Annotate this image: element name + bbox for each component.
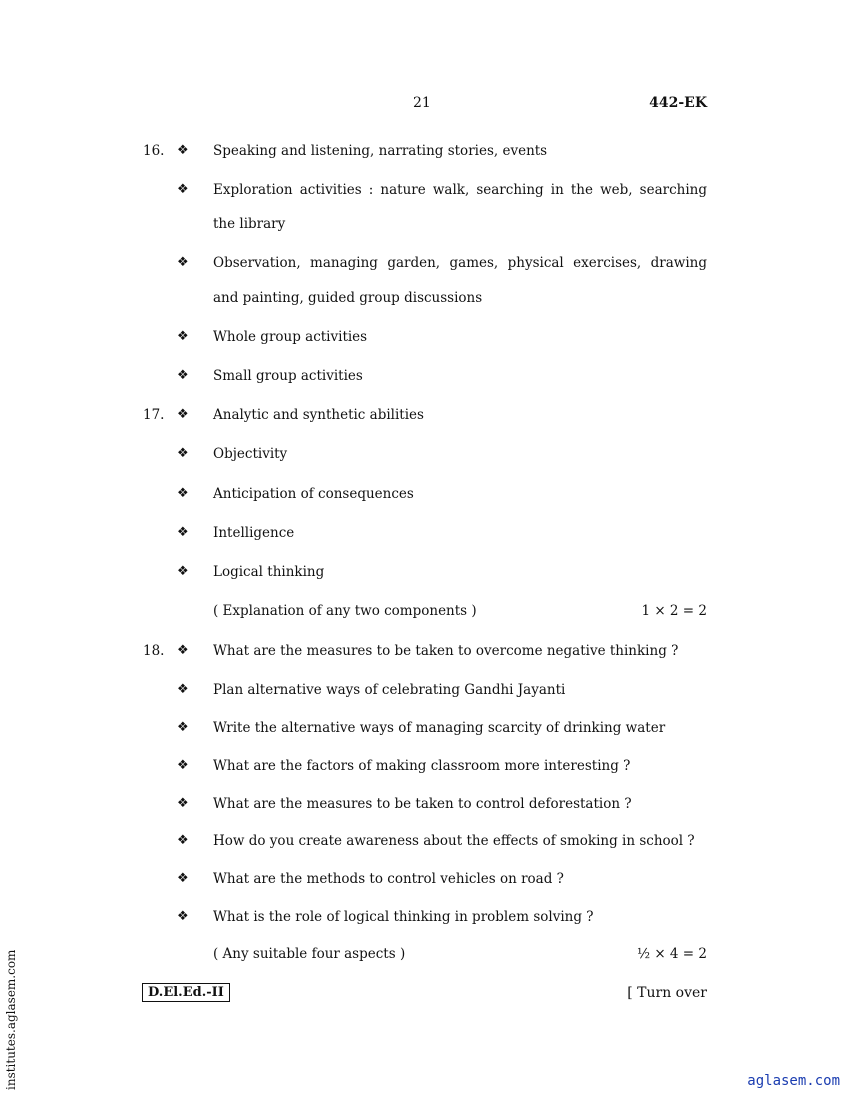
answer-18-item-6 [0,833,850,853]
bullet-icon: ❖ [177,255,189,270]
answer-17-item-5 [0,564,850,584]
answer-18-item-7 [0,871,850,891]
answer-18-marking [0,946,850,966]
answer-18-item-1 [0,643,850,663]
answer-text: Write the alternative ways of managing scarcity of drinking water [213,720,666,736]
answer-17-item-4 [0,525,850,545]
bullet-icon: ❖ [177,182,189,197]
answer-17-item-3 [0,486,850,506]
bullet-icon: ❖ [177,796,189,811]
answer-text: How do you create awareness about the effects of smoking in school ? [213,833,695,849]
answer-16-item-3-cont [0,290,850,310]
bullet-icon: ❖ [177,564,189,579]
question-number: 18. [143,643,165,659]
turn-over-note: [ Turn over [627,985,707,1001]
bullet-icon: ❖ [177,682,189,697]
side-watermark: institutes.aglasem.com [4,949,18,1090]
answer-text: What are the measures to be taken to control deforestation ? [213,796,632,812]
answer-text: Analytic and synthetic abilities [213,407,424,423]
marking-note: ( Explanation of any two components ) [213,603,477,619]
answer-18-item-5 [0,796,850,816]
answer-text: the library [213,216,286,232]
answer-text: Small group activities [213,368,363,384]
answer-text: Speaking and listening, narrating stories, events [213,143,548,159]
bullet-icon: ❖ [177,643,189,658]
bullet-icon: ❖ [177,329,189,344]
answer-18-item-8 [0,909,850,929]
answer-text: Anticipation of consequences [213,486,414,502]
answer-18-item-3 [0,720,850,740]
bullet-icon: ❖ [177,525,189,540]
answer-16-item-2-cont [0,216,850,236]
answer-text: What is the role of logical thinking in problem solving ? [213,909,594,925]
marking-note: ( Any suitable four aspects ) [213,946,406,962]
answer-18-item-2 [0,682,850,702]
answer-text: What are the methods to control vehicles on road ? [213,871,564,887]
marks-allocation: ½ × 4 = 2 [636,946,707,962]
marks-allocation: 1 × 2 = 2 [641,603,707,619]
answer-text: Logical thinking [213,564,325,580]
answer-text: Intelligence [213,525,295,541]
answer-text: What are the factors of making classroom more interesting ? [213,758,631,774]
answer-text: and painting, guided group discussions [213,290,483,306]
bullet-icon: ❖ [177,720,189,735]
answer-text: What are the measures to be taken to overcome negative thinking ? [213,643,679,659]
bullet-icon: ❖ [177,833,189,848]
course-code-box: D.El.Ed.-II [142,983,230,1002]
answer-16-item-5 [0,368,850,388]
answer-text: Plan alternative ways of celebrating Gandhi Jayanti [213,682,566,698]
answer-17-item-2 [0,446,850,466]
bullet-icon: ❖ [177,407,189,422]
answer-16-item-2 [0,182,850,202]
answer-16-item-1 [0,143,850,163]
answer-18-item-4 [0,758,850,778]
answer-17-marking [0,603,850,623]
bullet-icon: ❖ [177,446,189,461]
answer-text: Observation, managing garden, games, physical exercises, drawing [213,255,707,271]
bullet-icon: ❖ [177,909,189,924]
bullet-icon: ❖ [177,486,189,501]
question-number: 16. [143,143,165,159]
page-number: 21 [413,95,431,111]
question-number: 17. [143,407,165,423]
bullet-icon: ❖ [177,143,189,158]
answer-17-item-1 [0,407,850,427]
answer-16-item-4 [0,329,850,349]
answer-text: Whole group activities [213,329,368,345]
answer-text: Objectivity [213,446,288,462]
corner-watermark: aglasem.com [747,1073,840,1089]
bullet-icon: ❖ [177,871,189,886]
answer-16-item-3 [0,255,850,275]
bullet-icon: ❖ [177,368,189,383]
paper-code: 442-EK [649,95,707,111]
bullet-icon: ❖ [177,758,189,773]
answer-text: Exploration activities : nature walk, searching in the web, searching [213,182,707,198]
